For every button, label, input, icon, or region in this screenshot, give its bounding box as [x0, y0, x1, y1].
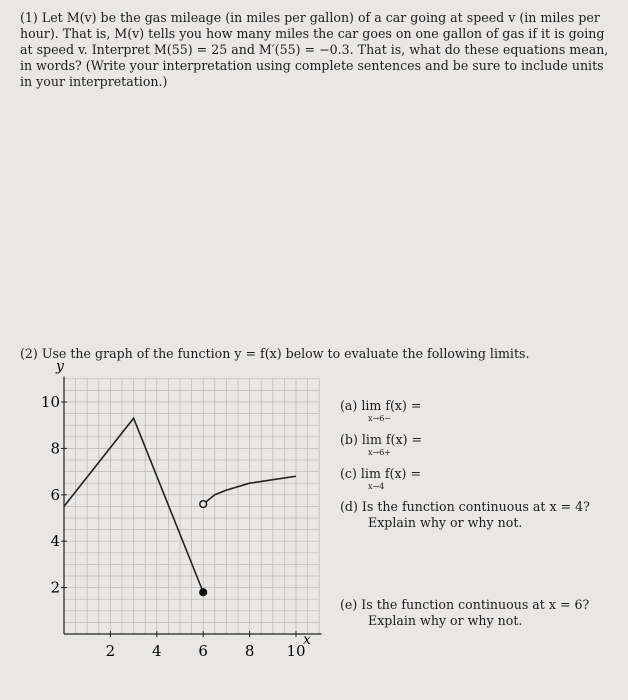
x-tick-label: 4 — [152, 642, 162, 660]
y-tick-label: 2 — [50, 578, 60, 597]
y-tick-label: 6 — [50, 485, 60, 504]
part-c — [340, 466, 422, 491]
part-d-question: (d) Is the function continuous at x = 4? — [340, 499, 590, 514]
part-e-question: (e) Is the function continuous at x = 6? — [340, 597, 590, 612]
part-c-subscript: x→4 — [368, 482, 385, 491]
part-c-text: (c) lim f(x) = — [340, 466, 422, 481]
closed-point — [200, 589, 207, 596]
y-axis-label: y — [56, 358, 64, 375]
part-e — [340, 597, 589, 629]
x-tick-label: 6 — [198, 642, 208, 660]
part-b — [340, 432, 423, 457]
graph-tick-labels — [41, 393, 306, 660]
open-point — [200, 501, 207, 508]
x-tick-label: 2 — [105, 642, 116, 660]
x-axis-label: x — [302, 632, 311, 648]
y-tick-label: 10 — [40, 393, 60, 411]
part-b-text: (b) lim f(x) = — [340, 432, 423, 447]
y-tick-label: 4 — [50, 532, 60, 551]
part-d-instruction: Explain why or why not. — [368, 515, 523, 530]
part-e-instruction: Explain why or why not. — [368, 613, 523, 628]
part-a-text: (a) lim f(x) = — [340, 398, 422, 413]
part-d — [340, 499, 590, 531]
part-a — [340, 398, 422, 423]
problem-2-text: (2) Use the graph of the function y = f(x) below to evaluate the following limits. — [20, 346, 530, 361]
part-a-subscript: x→6− — [368, 414, 392, 423]
part-b-subscript: x→6+ — [368, 448, 392, 457]
problem-1-text: (1) Let M(v) be the gas mileage (in miles per gallon) of a car going at speed v (in miles per hour). That is, M(v) tells you how many miles the car goes on one gallon of gas if it is going at speed v. Interpret M(55) = 25 and M′(55) = −0.3. That is, what do these equations mean, in words? (Write your interpretation using complete sentences and be sure to include units in your interpretation.) — [20, 10, 609, 89]
x-tick-label: 8 — [244, 642, 255, 660]
x-tick-label: 10 — [286, 642, 306, 660]
graph-grid — [64, 379, 319, 634]
y-tick-label: 8 — [50, 439, 60, 458]
function-graph — [40, 358, 330, 680]
